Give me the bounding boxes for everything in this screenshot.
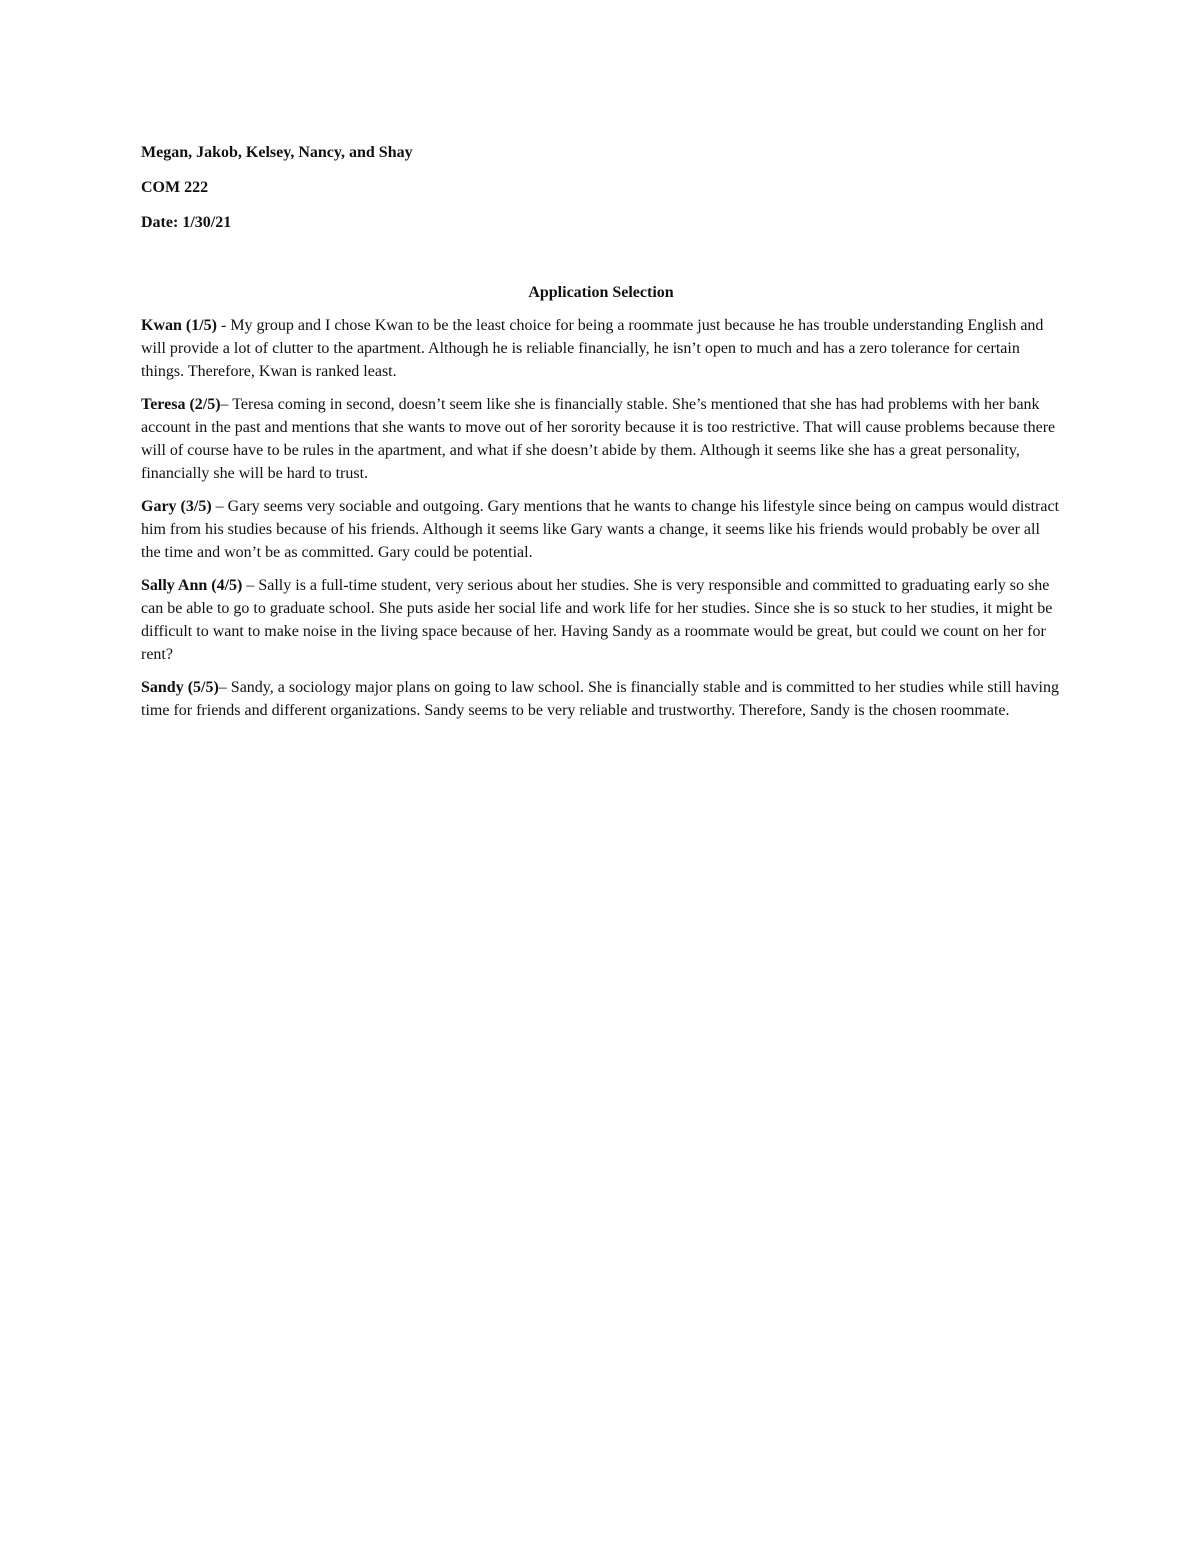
applicant-text: – Sandy, a sociology major plans on going to law school. She is financially stable and is committed to her studies while still having time for friends and different organizations. Sandy seems to be very reliable and trustworthy. Therefore, Sandy is the chosen roommate. <box>141 679 1059 719</box>
applicant-text: – Gary seems very sociable and outgoing. Gary mentions that he wants to change his lifestyle since being on campus would distract him from his studies because of his friends. Although it seems like Gary wants a change, it seems like his friends would probably be over all the time and won’t be as committed. Gary could be potential. <box>141 498 1060 561</box>
applicant-paragraph-sally-ann <box>141 574 1061 666</box>
applicant-paragraph-kwan <box>141 314 1061 383</box>
course-code: COM 222 <box>141 179 209 196</box>
document-body <box>141 141 1061 732</box>
applicant-text: - My group and I chose Kwan to be the least choice for being a roommate just because he has trouble understanding English and will provide a lot of clutter to the apartment. Although he is reliable financially, he isn’t open to much and has a zero tolerance for certain things. Therefore, Kwan is ranked least. <box>141 317 1044 380</box>
author-names: Megan, Jakob, Kelsey, Nancy, and Shay <box>141 144 413 161</box>
applicant-name: Kwan (1/5) <box>141 317 217 334</box>
document-title: Application Selection <box>528 284 674 301</box>
applicant-name: Sandy (5/5) <box>141 679 219 696</box>
applicant-name: Sally Ann (4/5) <box>141 577 243 594</box>
document-date: Date: 1/30/21 <box>141 214 232 231</box>
applicant-name: Gary (3/5) <box>141 498 212 515</box>
applicant-paragraph-teresa <box>141 393 1061 485</box>
applicant-paragraph-sandy <box>141 676 1061 722</box>
applicant-name: Teresa (2/5) <box>141 396 221 413</box>
applicant-paragraph-gary <box>141 495 1061 564</box>
applicant-text: – Sally is a full-time student, very serious about her studies. She is very responsible and committed to graduating early so she can be able to go to graduate school. She puts aside her social life and work life for her studies. Since she is so stuck to her studies, it might be difficult to want to make noise in the living space because of her. Having Sandy as a roommate would be great, but could we count on her for rent? <box>141 577 1053 663</box>
applicant-text: – Teresa coming in second, doesn’t seem like she is financially stable. She’s mentioned that she has had problems with her bank account in the past and mentions that she wants to move out of her sorority because it is too restrictive. That will cause problems because there will of course have to be rules in the apartment, and what if she doesn’t abide by them. Although it seems like she has a great personality, financially she will be hard to trust. <box>141 396 1056 482</box>
